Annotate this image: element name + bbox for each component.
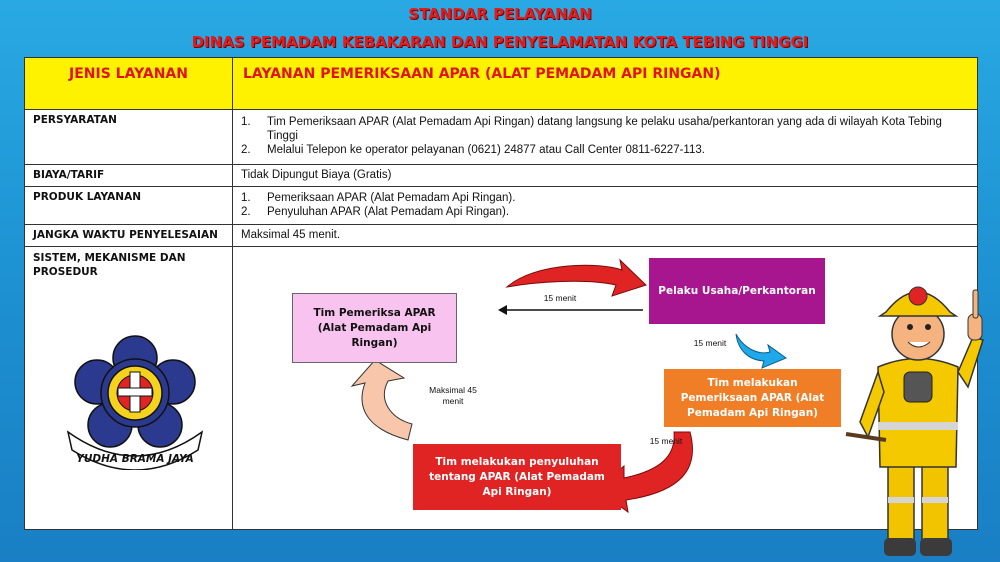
- row-label-produk: PRODUK LAYANAN: [25, 187, 233, 224]
- list-item: 2. Penyuluhan APAR (Alat Pemadam Api Ringan).: [241, 206, 510, 218]
- flow-label-right: 15 menit: [693, 338, 727, 348]
- row-label-jangka-waktu: JANGKA WAKTU PENYELESAIAN: [25, 225, 233, 246]
- page-subtitle: DINAS PEMADAM KEBAKARAN DAN PENYELAMATAN KOTA TEBING TINGGI: [191, 33, 809, 51]
- flow-label-bottom: 15 menit: [649, 436, 683, 446]
- logo-motto: YUDHA BRAMA JAYA: [76, 453, 194, 465]
- row-label-biaya: BIAYA/TARIF: [25, 165, 233, 186]
- peach-curved-arrow-icon: [352, 360, 412, 440]
- column-header-value: LAYANAN PEMERIKSAAN APAR (ALAT PEMADAM API RINGAN): [243, 66, 721, 82]
- blue-curved-arrow-icon: [736, 334, 786, 368]
- firefighter-mascot: [838, 272, 1000, 562]
- flow-box-tim-pemeriksaan: Tim melakukan Pemeriksaan APAR (Alat Pemadam Api Ringan): [664, 369, 841, 427]
- page-title: STANDAR PELAYANAN: [408, 5, 592, 23]
- row-label-persyaratan: PERSYARATAN: [25, 110, 233, 164]
- flow-box-tim-pemeriksa: Tim Pemeriksa APAR (Alat Pemadam Api Ringan): [292, 293, 457, 363]
- row-label-sistem: SISTEM, MEKANISME DAN PROSEDUR: [25, 247, 233, 530]
- flow-label-top: 15 menit: [543, 293, 577, 303]
- return-arrowhead-icon: [498, 305, 507, 315]
- row-value-biaya: Tidak Dipungut Biaya (Gratis): [241, 169, 392, 181]
- list-item: 1. Pemeriksaan APAR (Alat Pemadam Api Ringan).: [241, 192, 516, 204]
- list-item: 1. Tim Pemeriksaan APAR (Alat Pemadam Api Ringan) datang langsung ke pelaku usaha/perkantoran yang ada di wilayah Kota Tebing Tinggi: [241, 116, 942, 142]
- red-curved-arrow-top-icon: [507, 260, 646, 296]
- row-value-jangka-waktu: Maksimal 45 menit.: [241, 229, 341, 241]
- column-header-label: JENIS LAYANAN: [25, 58, 233, 109]
- flow-box-pelaku: Pelaku Usaha/Perkantoran: [649, 258, 825, 324]
- list-item: 2. Melalui Telepon ke operator pelayanan (0621) 24877 atau Call Center 0811-6227-113.: [241, 144, 705, 156]
- flow-box-tim-penyuluhan: Tim melakukan penyuluhan tentang APAR (Alat Pemadam Api Ringan): [413, 444, 621, 510]
- flow-label-max: Maksimal 45 menit: [429, 385, 477, 406]
